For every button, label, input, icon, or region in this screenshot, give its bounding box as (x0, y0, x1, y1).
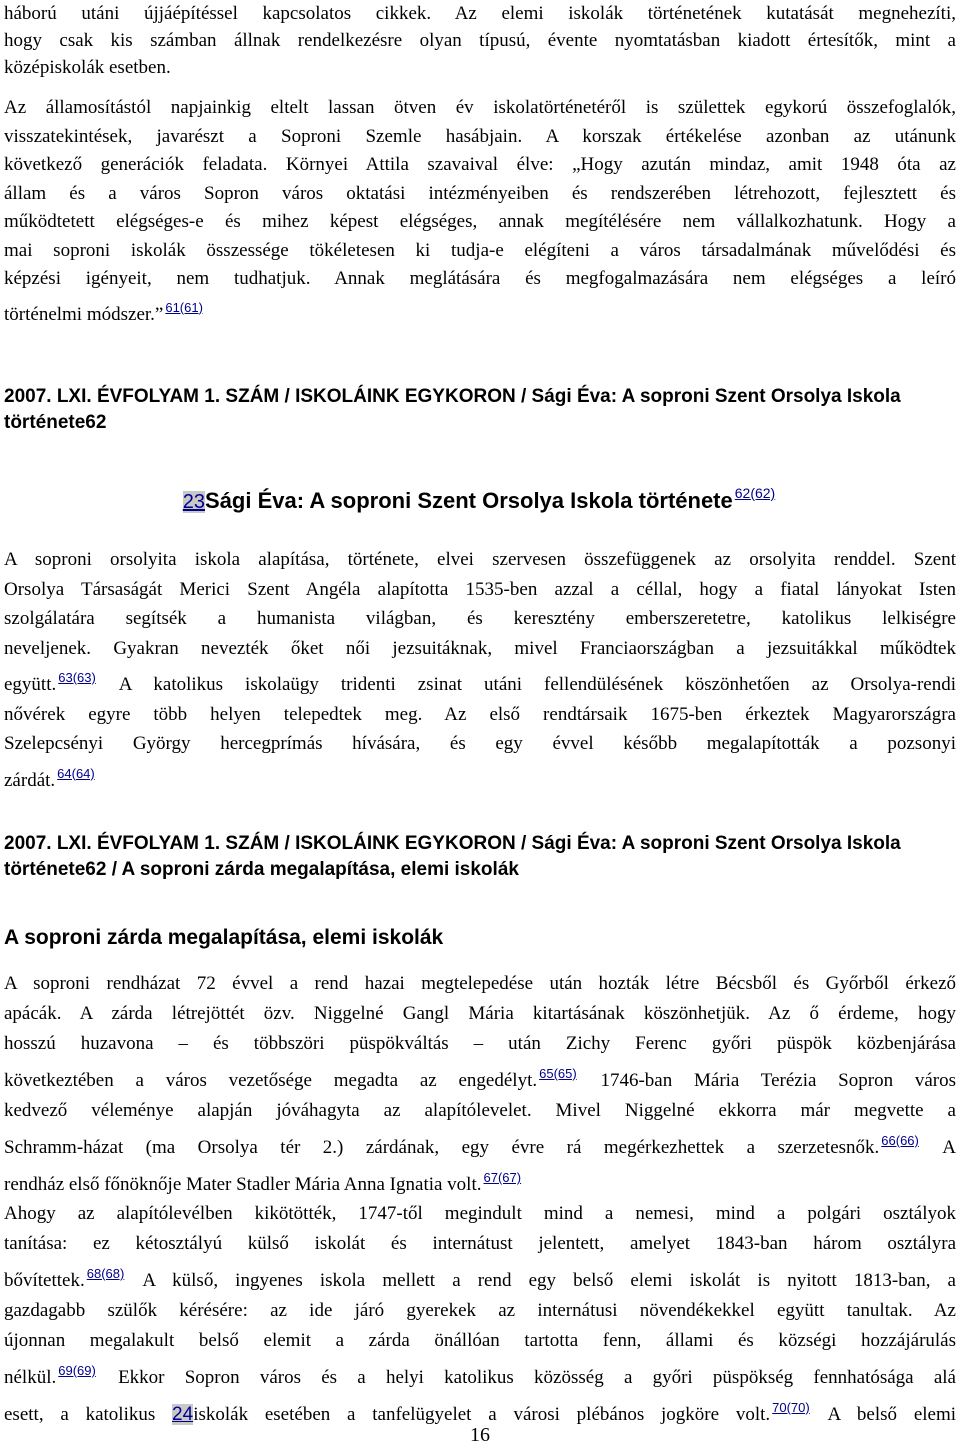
text-line: hogy csak kis számban állnak rendelkezésre olyan típusú, évente nyomtatásban kiadott értesítők, mint a (4, 30, 956, 51)
text-line: Ahogy az alapítólevélben kikötötték, 1747-től megindult mind a nemesi, mind a polgári osztályok (4, 1203, 956, 1224)
paragraph-convent-founding (4, 969, 956, 1200)
footnote-link-67[interactable]: 67(67) (483, 1170, 522, 1185)
paragraph-elementary-schools (4, 1199, 956, 1430)
footnote-link-70[interactable]: 70(70) (772, 1400, 810, 1415)
text-line: újonnan megalakult belső elemit a zárda önállóan tartotta fenn, állami és községi hozzájárulás (4, 1330, 956, 1351)
footnote-link-69[interactable]: 69(69) (58, 1363, 96, 1378)
text-segment: rendház első főnöknője Mater Stadler Mária Anna Ignatia volt. (4, 1174, 482, 1195)
footnote-link-68[interactable]: 68(68) (86, 1266, 125, 1281)
text-line: mai soproni iskolák összessége tökéletesen ki tudja-e elégíteni a város társadalmának művelődési és (4, 239, 956, 261)
text-segment: iskolák esetében a tanfelügyelet a városi plébános jogköre volt. (193, 1404, 771, 1425)
article-title-text: Sági Éva: A soproni Szent Orsolya Iskola története (205, 488, 733, 513)
text-line: Orsolya Társaságát Merici Szent Angéla alapította 1535-ben azzal a céllal, hogy a fiatal lányokat Isten (4, 578, 956, 600)
text-line: szolgálatára segítsék a humanista világban, és keresztény emberszeretetre, katolikus lelkiségre (4, 608, 956, 629)
footnote-link-64[interactable]: 64(64) (57, 765, 95, 781)
footnote-link-65[interactable]: 65(65) (539, 1066, 577, 1081)
text-line (4, 1259, 956, 1296)
text-line (4, 1163, 956, 1200)
text-segment: A katolikus iskolaügy tridenti zsinat utáni fellendülésének köszönhetően az Orsolya-rendi (118, 674, 956, 695)
text-segment: történelmi módszer.” (4, 303, 164, 325)
breadcrumb-section-1: 2007. LXI. ÉVFOLYAM 1. SZÁM / ISKOLÁINK EGYKORON / Sági Éva: A soproni Szent Orsolya Iskola története62 (4, 386, 901, 433)
text-segment: bővítettek. (4, 1270, 85, 1291)
text-line: Az államosítástól napjainkig eltelt lassan ötven év iskolatörténetéről is születtek egykorú összefoglalók, (4, 97, 956, 118)
text-line: visszatekintések, javarészt a Soproni Szemle hasábjain. A korszak értékelése azonban az utánunk (4, 125, 956, 147)
paragraph-states (4, 94, 956, 329)
text-segment: A külső, ingyenes iskola mellett a rend egy belső elemi iskolát is nyitott 1813-ban, a (142, 1270, 956, 1291)
text-segment: A belső elemi (827, 1404, 957, 1425)
text-line (4, 294, 956, 330)
paragraph-orsolyita-history (4, 545, 956, 795)
text-segment: együtt. (4, 674, 57, 695)
text-segment: esett, a katolikus (4, 1404, 156, 1425)
text-line: kedvező véleménye alapján jóváhagyta az alapítólevelet. Mivel Niggelné ekkorra már megvette a (4, 1100, 956, 1121)
text-line: nővérek egyre több helyen telepedtek meg. Az első rendtársaik 1675-ben érkeztek Magyarországra (4, 703, 956, 725)
footnote-link-61[interactable]: 61(61) (165, 299, 203, 315)
text-line: következő generációk feladata. Környei Attila szavaival élve: „Hogy azután mindaz, amit 1948 óta az (4, 154, 956, 175)
text-line: működtetett elégséges-e és mihez képest elégséges, annak megítélésére nem vállalkozhatunk. Hogy a (4, 211, 956, 232)
text-line: Szelepcsényi György hercegprímás hívására, és egy évvel később megalapították a pozsonyi (4, 733, 956, 754)
text-segment: Schramm-házat (ma Orsolya tér 2.) zárdának, egy évre rá megérkezhettek a szerzetesnők. (4, 1137, 880, 1158)
text-line: tanítása: ez kétosztályú külső iskolát és internátust jelentett, amelyet 1843-ban három osztályra (4, 1233, 956, 1254)
text-segment: A (942, 1137, 957, 1158)
breadcrumb-section-2: 2007. LXI. ÉVFOLYAM 1. SZÁM / ISKOLÁINK EGYKORON / Sági Éva: A soproni Szent Orsolya Iskola története62 / A soproni zárda megalapítása, elemi iskolák (4, 833, 901, 880)
text-line: A soproni rendházat 72 évvel a rend hazai megtelepedése után hozták létre Bécsből és Győrből érkező (4, 973, 956, 994)
text-line (4, 1059, 956, 1096)
text-line: középiskolák esetben. (4, 57, 171, 78)
paragraph-intro-continued (4, 0, 956, 81)
section-heading: A soproni zárda megalapítása, elemi iskolák (4, 926, 444, 949)
text-line (4, 663, 956, 700)
footnote-link-63[interactable]: 63(63) (58, 670, 96, 685)
text-line: neveljenek. Gyakran nevezték őket női jezsuitáknak, mivel Franciaországban a jezsuitákkal működtek (4, 637, 956, 659)
footnote-link-66[interactable]: 66(66) (881, 1133, 919, 1148)
page-number: 16 (470, 1424, 490, 1446)
text-segment: Ekkor Sopron város és a helyi katolikus közösség a győri püspökség fennhatósága alá (118, 1367, 956, 1388)
text-line: állam és a város Sopron város oktatási intézményeiben és rendszerében létrehozott, fejlesztett és (4, 182, 956, 204)
text-segment: 1746-ban Mária Terézia Sopron város (600, 1070, 957, 1091)
text-line (4, 1356, 956, 1393)
text-segment: következtében a város vezetősége megadta az engedélyt. (4, 1070, 538, 1091)
page-marker-23[interactable]: 23 (182, 491, 206, 513)
page-marker-24[interactable]: 24 (172, 1404, 194, 1425)
text-segment: zárdát. (4, 769, 56, 791)
footnote-link-62[interactable]: 62(62) (734, 485, 776, 501)
article-title (0, 478, 960, 517)
text-line: A soproni orsolyita iskola alapítása, története, elvei szervesen összefüggenek az orsolyita renddel. Szent (4, 549, 956, 570)
text-line (4, 1126, 956, 1163)
text-line: háború utáni újjáépítéssel kapcsolatos cikkek. Az elemi iskolák történetének kutatását megnehezíti, (4, 3, 956, 24)
text-segment: nélkül. (4, 1367, 57, 1388)
text-line: képzési igényeit, nem tudhatjuk. Annak meglátására és megfogalmazására nem elégséges a leíró (4, 268, 956, 289)
text-line: apácák. A zárda létrejöttét özv. Niggelné Gangl Mária kitartásának köszönhetjük. Az ő érdeme, hogy (4, 1003, 956, 1024)
text-line: gazdagabb szülők kérésére: az ide járó gyerekek az internátusi növendékekkel együtt tanultak. Az (4, 1300, 956, 1321)
text-line (4, 759, 956, 796)
text-line: hosszú huzavona – és többszöri püspökváltás – után Zichy Ferenc győri püspök közbenjárása (4, 1033, 956, 1054)
